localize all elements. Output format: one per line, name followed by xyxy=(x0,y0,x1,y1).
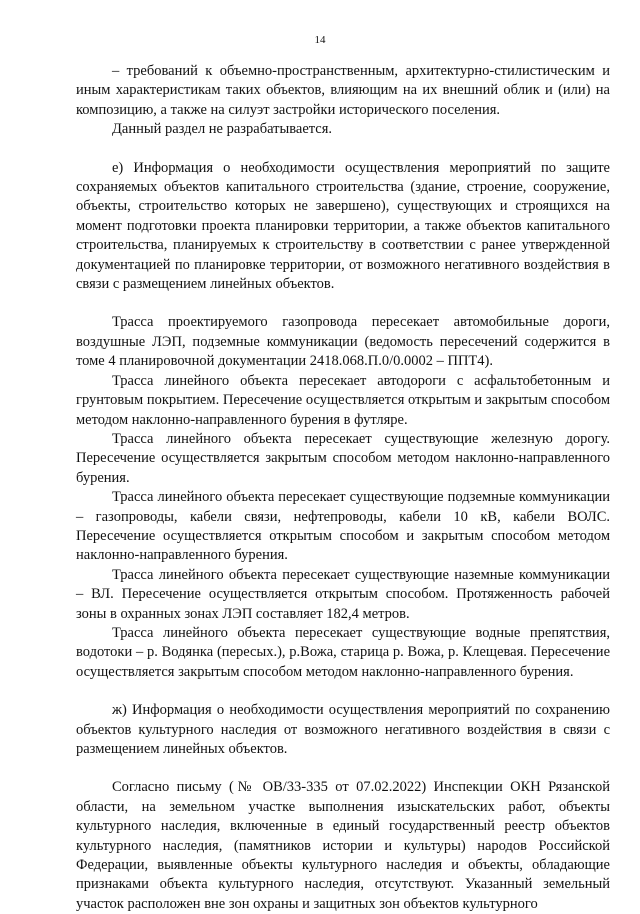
paragraph-road-crossings: Трасса линейного объекта пересекает автодороги с асфальтобетонным и грунтовым покрытием. Пересечение осуществляется открытым и закрытым способом методом наклонно-направленного бурения в футляре. xyxy=(76,372,610,428)
paragraph-water-crossings: Трасса линейного объекта пересекает существующие водные препятствия, водотоки – р. Водянка (пересых.), р.Вожа, старица р. Вожа, р. Клещевая. Пересечение осуществляется закрытым способом методом наклонно-направленного бурения. xyxy=(76,624,610,680)
paragraph-not-developed: Данный раздел не разрабатывается. xyxy=(112,121,333,138)
paragraph-railway-crossing: Трасса линейного объекта пересекает существующие железную дорогу. Пересечение осуществляется закрытым способом методом наклонно-направленного бурения. xyxy=(76,430,610,486)
section-zh-heading: ж) Информация о необходимости осуществления мероприятий по сохранению объектов культурного наследия от возможного негативного воздействия в связи с размещением линейных объектов. xyxy=(76,702,610,757)
paragraph-overhead-utilities: Трасса линейного объекта пересекает существующие наземные коммуникации – ВЛ. Пересечение осуществляется открытым способом. Протяженность рабочей зоны в охранных зонах ЛЭП составляет 182,4 метров. xyxy=(76,566,610,622)
section-e-heading: е) Информация о необходимости осуществления мероприятий по защите сохраняемых объектов капитального строительства (здание, строение, сооружение, объекты, строительство которых не завершено), существующих и строящихся на момент подготовки проекта планировки территории, а также объектов капитального строительства, планируемых к строительству в соответствии с ранее утвержденной документацией по планировке территории, от возможного негативного воздействия в связи с размещением линейных объектов. xyxy=(76,159,610,293)
paragraph-underground-utilities: Трасса линейного объекта пересекает существующие подземные коммуникации – газопроводы, кабели связи, нефтепроводы, кабели 10 кВ, кабели ВОЛС. Пересечение осуществляется открытым способом и закрытым способом методом наклонно-направленного бурения. xyxy=(76,489,610,564)
paragraph-requirements: – требований к объемно-пространственным, архитектурно-стилистическим и иным характеристикам таких объектов, влияющим на их внешний облик и (или) на композицию, а также на силуэт застройки исторического поселения. xyxy=(76,63,610,118)
page-number: 14 xyxy=(314,34,326,46)
paragraph-gas-pipeline-crossings: Трасса проектируемого газопровода пересекает автомобильные дороги, воздушные ЛЭП, подземные коммуникации (ведомость пересечений содержится в томе 4 планировочной документации 2418.068.П.0/0.0002 – ППТ4). xyxy=(76,314,610,370)
paragraph-cultural-heritage-letter: Согласно письму (№ ОВ/33-335 от 07.02.2022) Инспекции ОКН Рязанской области, на земельном участке выполнения изыскательских работ, объекты культурного наследия, включенные в единый государственный реестр объектов культурного наследия, (памятников истории и культуры) народов Российской Федерации, выявленные объекты культурного наследия и объекты, обладающие признаками объекта культурного наследия, отсутствуют. Указанный земельный участок расположен вне зон охраны и защитных зон объектов культурного xyxy=(76,779,610,912)
page-content xyxy=(76,62,610,914)
